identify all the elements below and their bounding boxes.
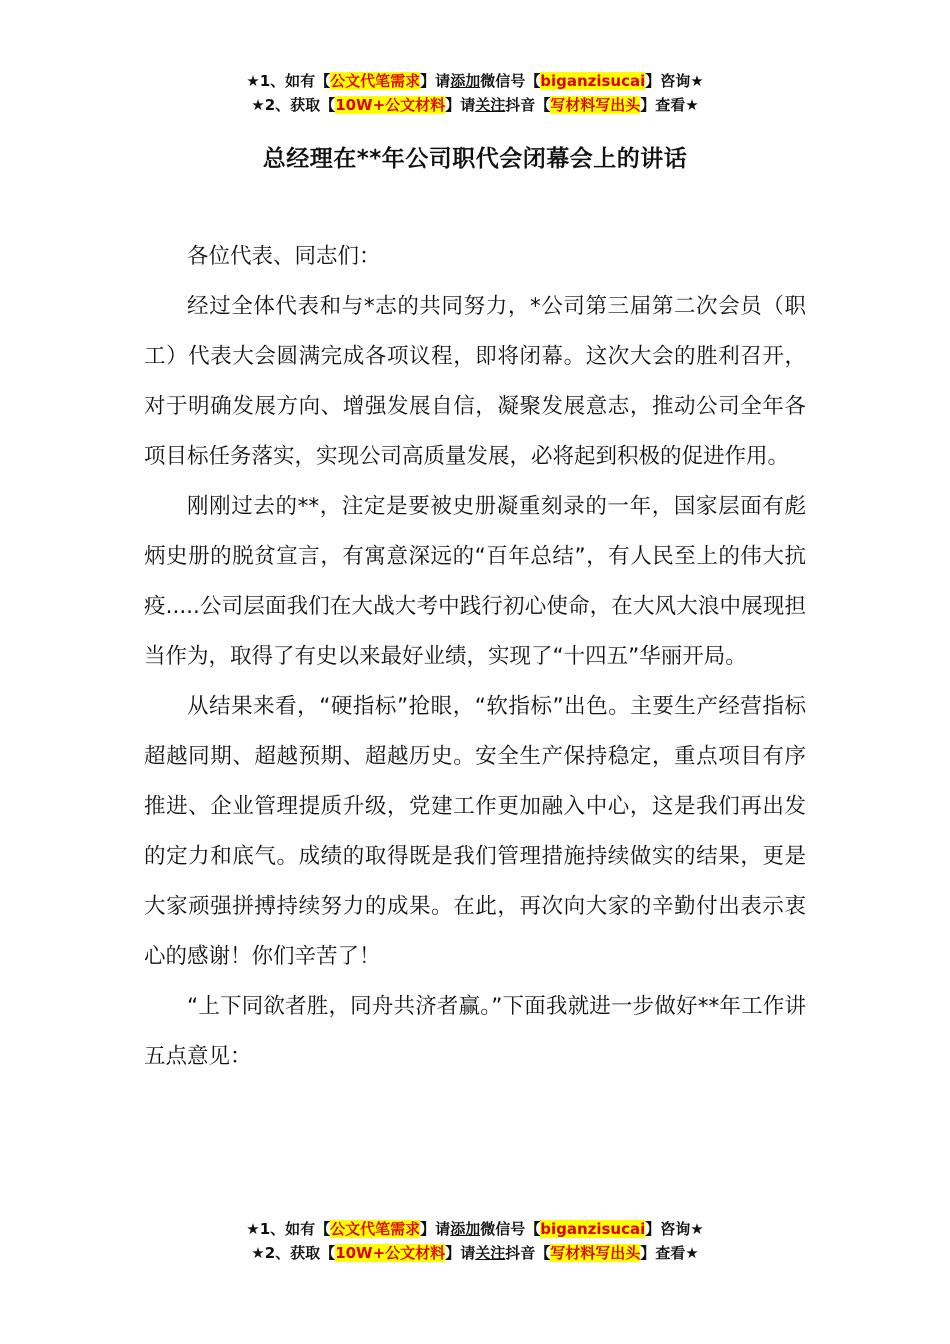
banner-text: ★1、如有【 [246,72,331,90]
banner-text: 抖音【 [505,1244,551,1262]
banner-line-2 [0,93,950,117]
banner-text: ★1、如有【 [246,1220,331,1238]
footer-banner [0,1217,950,1265]
banner-text: 抖音【 [505,96,551,114]
banner-underlined-text: 关注 [475,1244,506,1262]
banner-text: 微信号【 [480,72,541,90]
banner-underlined-text: 添加 [450,1220,481,1238]
body-paragraph: 经过全体代表和与*志的共同努力，*公司第三届第二次会员（职工）代表大会圆满完成各项议程，即将闭幕。这次大会的胜利召开，对于明确发展方向、增强发展自信，凝聚发展意志，推动公司全年各项目标任务落实，实现公司高质量发展，必将起到积极的促进作用。 [144,294,806,469]
banner-text: 】查看★ [640,1244,699,1262]
banner-line-2 [0,1241,950,1265]
banner-highlight: 10W+公文材料 [335,1244,446,1262]
banner-text: 】咨询★ [645,72,704,90]
banner-text: 】咨询★ [645,1220,704,1238]
banner-highlight-wechat-id: biganzisucai [540,72,646,90]
salutation-paragraph: 各位代表、同志们： [187,244,381,269]
banner-text: 】请 [420,1220,451,1238]
banner-highlight: 公文代笔需求 [330,1220,421,1238]
document-title: 总经理在**年公司职代会闭幕会上的讲话 [262,146,688,172]
banner-highlight: 公文代笔需求 [330,72,421,90]
banner-highlight-douyin-id: 写材料写出头 [550,1244,641,1262]
banner-text: 】查看★ [640,96,699,114]
banner-text: 微信号【 [480,1220,541,1238]
body-paragraph: 刚刚过去的**，注定是要被史册凝重刻录的一年，国家层面有彪炳史册的脱贫宣言，有寓意深远的“百年总结”，有人民至上的伟大抗疫.....公司层面我们在大战大考中践行初心使命，在大风大浪中展现担当作为，取得了有史以来最好业绩，实现了“十四五”华丽开局。 [144,494,806,669]
banner-text: 】请 [420,72,451,90]
banner-text: 】请 [445,96,476,114]
document-body [144,232,806,1082]
banner-line-1 [0,69,950,93]
banner-text: ★2、获取【 [251,1244,336,1262]
banner-line-1 [0,1217,950,1241]
banner-underlined-text: 关注 [475,96,506,114]
header-banner [0,69,950,117]
banner-highlight: 10W+公文材料 [335,96,446,114]
body-paragraph: “上下同欲者胜，同舟共济者赢。”下面我就进一步做好**年工作讲五点意见： [144,994,806,1069]
body-paragraph: 从结果来看，“硬指标”抢眼，“软指标”出色。主要生产经营指标超越同期、超越预期、超越历史。安全生产保持稳定，重点项目有序推进、企业管理提质升级，党建工作更加融入中心，这是我们再出发的定力和底气。成绩的取得既是我们管理措施持续做实的结果，更是大家顽强拼搏持续努力的成果。在此，再次向大家的辛勤付出表示衷心的感谢！你们辛苦了！ [144,694,806,969]
banner-text: 】请 [445,1244,476,1262]
banner-highlight-douyin-id: 写材料写出头 [550,96,641,114]
banner-highlight-wechat-id: biganzisucai [540,1220,646,1238]
banner-text: ★2、获取【 [251,96,336,114]
banner-underlined-text: 添加 [450,72,481,90]
